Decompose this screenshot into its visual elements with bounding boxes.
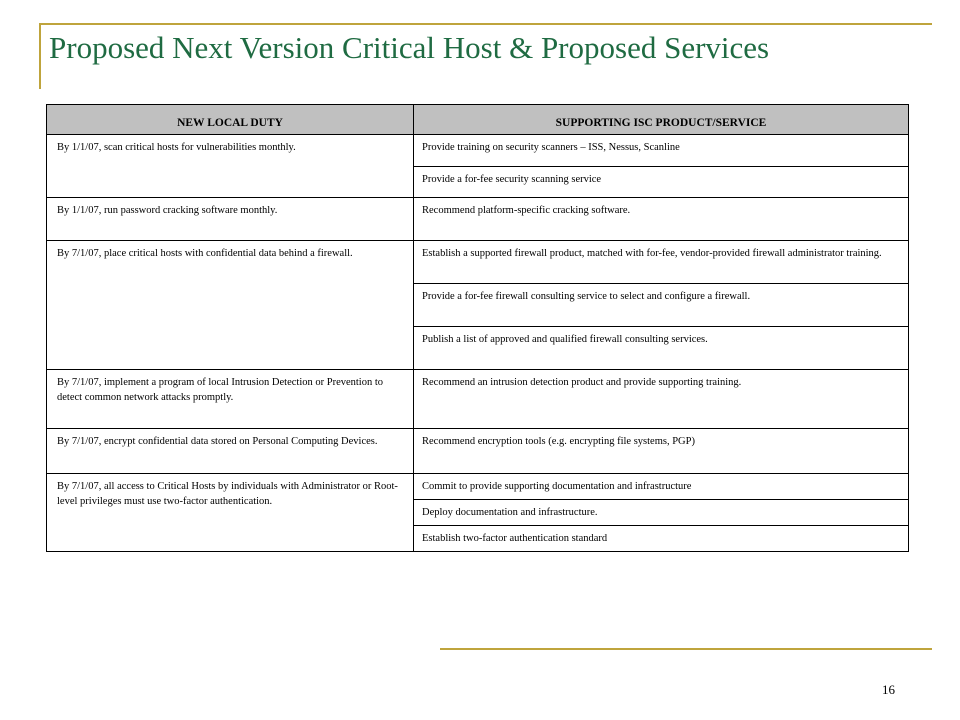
table-row [47,474,909,500]
bottom-accent-rule [440,648,932,650]
service-cell: Recommend encryption tools (e.g. encrypting file systems, PGP) [414,429,909,474]
duty-cell: By 7/1/07, encrypt confidential data stored on Personal Computing Devices. [47,429,414,474]
table-row [47,429,909,474]
top-accent-rule [39,23,932,25]
header-new-local-duty: NEW LOCAL DUTY [47,105,414,135]
duty-cell: By 7/1/07, place critical hosts with confidential data behind a firewall. [47,241,414,370]
left-accent-rule [39,23,41,89]
duty-cell: By 7/1/07, all access to Critical Hosts by individuals with Administrator or Root-level privileges must use two-factor authentication. [47,474,414,552]
service-cell: Provide training on security scanners – ISS, Nessus, Scanline [414,135,909,167]
duty-cell: By 1/1/07, run password cracking software monthly. [47,198,414,241]
service-cell: Commit to provide supporting documentation and infrastructure [414,474,909,500]
slide-title: Proposed Next Version Critical Host & Proposed Services [49,30,770,65]
service-cell: Deploy documentation and infrastructure. [414,500,909,526]
table-row [47,198,909,241]
service-cell: Establish a supported firewall product, matched with for-fee, vendor-provided firewall administrator training. [414,241,909,284]
table-row [47,135,909,167]
duties-table [46,104,909,552]
service-cell: Recommend an intrusion detection product and provide supporting training. [414,370,909,429]
table-header-row [47,105,909,135]
table-row [47,241,909,284]
table-row [47,370,909,429]
service-cell: Publish a list of approved and qualified firewall consulting services. [414,327,909,370]
duty-cell: By 1/1/07, scan critical hosts for vulnerabilities monthly. [47,135,414,198]
service-cell: Recommend platform-specific cracking software. [414,198,909,241]
service-cell: Establish two-factor authentication standard [414,526,909,552]
duty-cell: By 7/1/07, implement a program of local Intrusion Detection or Prevention to detect common network attacks promptly. [47,370,414,429]
service-cell: Provide a for-fee firewall consulting service to select and configure a firewall. [414,284,909,327]
header-supporting-service: SUPPORTING ISC PRODUCT/SERVICE [414,105,909,135]
page-number: 16 [882,682,895,697]
service-cell: Provide a for-fee security scanning service [414,166,909,198]
